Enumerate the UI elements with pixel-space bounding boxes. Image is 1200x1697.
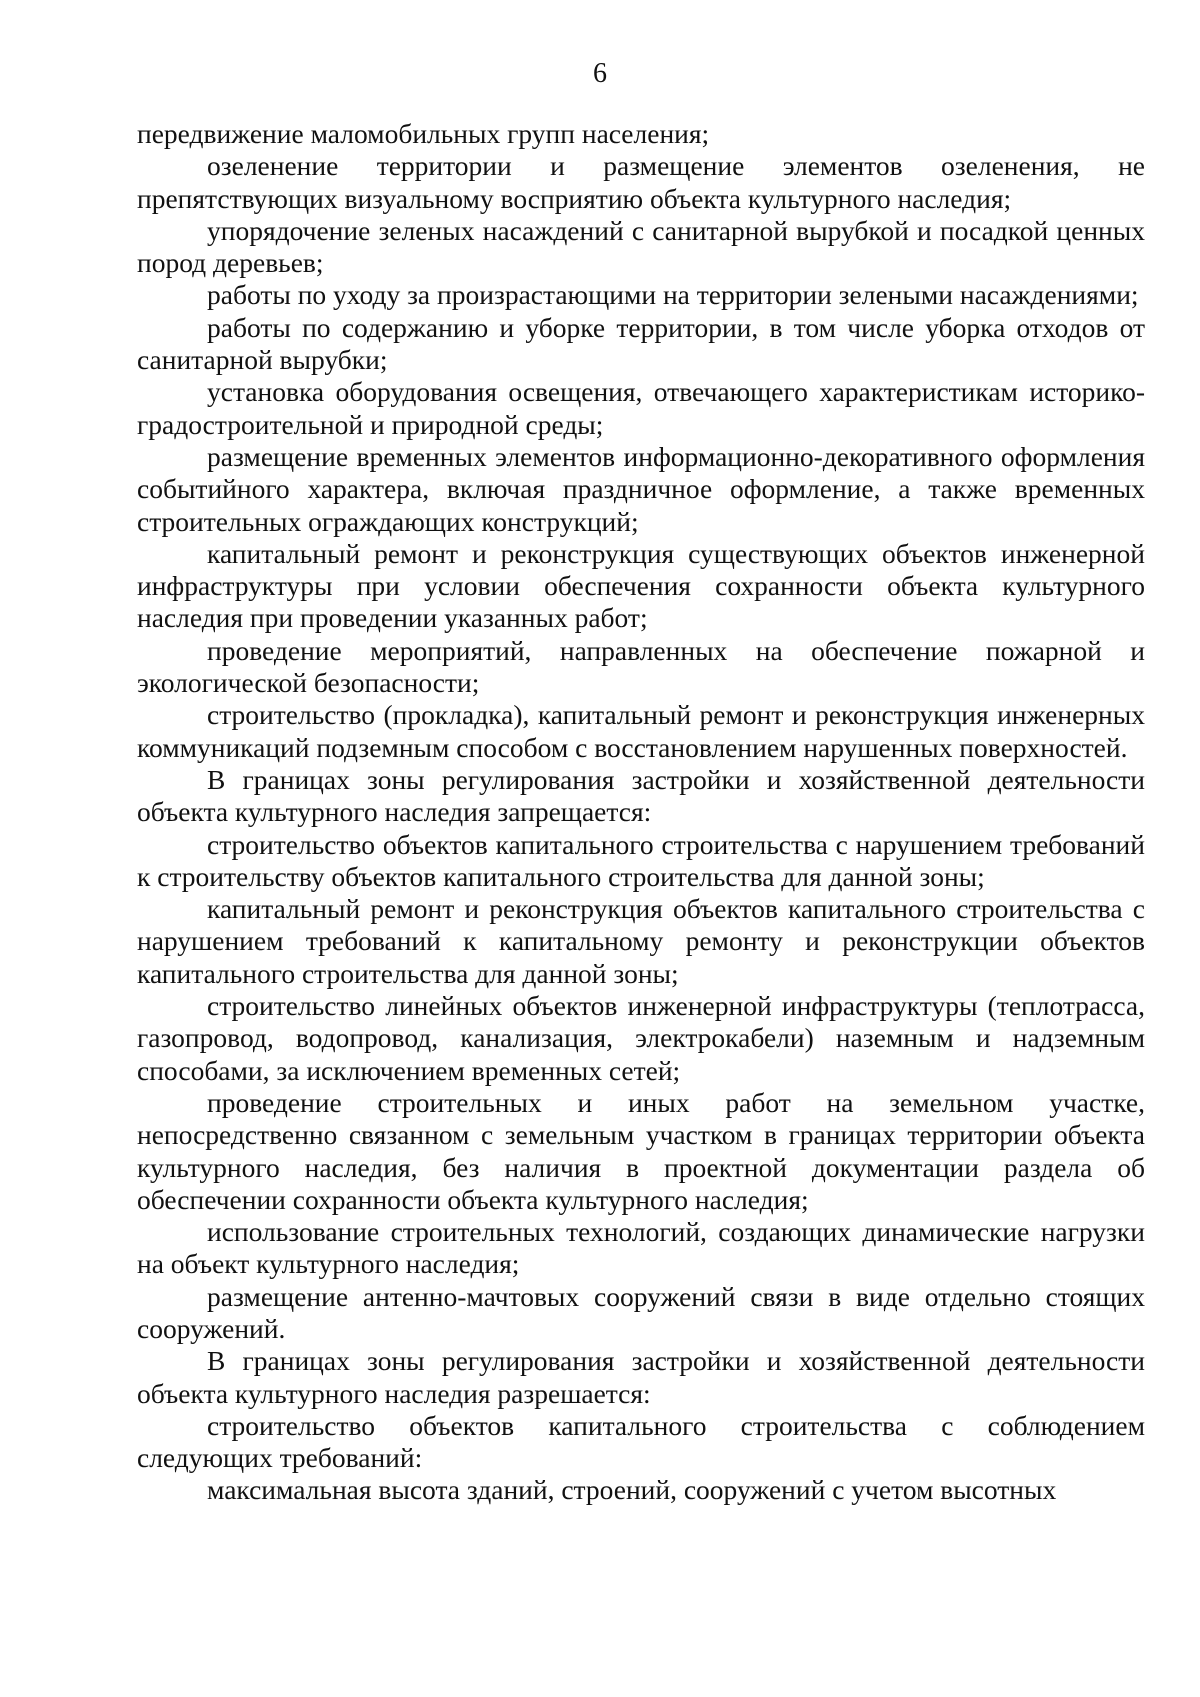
paragraph: В границах зоны регулирования застройки и хозяйственной деятельности объекта культурного наследия запрещается: bbox=[137, 763, 1145, 828]
paragraph: капитальный ремонт и реконструкция объектов капитального строительства с нарушением требований к капитальному ремонту и реконструкции объектов капитального строительства для данной зоны; bbox=[137, 893, 1145, 989]
document-body bbox=[137, 118, 1145, 1507]
paragraph: установка оборудования освещения, отвечающего характеристикам историко-градостроительной и природной среды; bbox=[137, 376, 1145, 440]
page-number: 6 bbox=[593, 58, 607, 89]
paragraph: размещение антенно-мачтовых сооружений связи в виде отдельно стоящих сооружений. bbox=[137, 1280, 1145, 1344]
paragraph: размещение временных элементов информационно-декоративного оформления событийного характера, включая праздничное оформление, а также временных строительных ограждающих конструкций; bbox=[137, 440, 1145, 537]
paragraph: строительство линейных объектов инженерной инфраструктуры (теплотрасса, газопровод, водопровод, канализация, электрокабели) наземным и надземным способами, за исключением временных сетей; bbox=[137, 990, 1145, 1086]
paragraph: проведение мероприятий, направленных на обеспечение пожарной и экологической безопасности; bbox=[137, 634, 1145, 699]
paragraph: проведение строительных и иных работ на земельном участке, непосредственно связанном с земельным участком в границах территории объекта культурного наследия, без наличия в проектной документации раздела об обеспечении сохранности объекта культурного наследия; bbox=[137, 1086, 1145, 1215]
paragraph: строительство объектов капитального строительства с соблюдением следующих требований: bbox=[137, 1409, 1145, 1474]
paragraph: озеленение территории и размещение элементов озеленения, не препятствующих визуальному восприятию объекта культурного наследия; bbox=[137, 150, 1145, 214]
paragraph: передвижение маломобильных групп населения; bbox=[137, 118, 710, 149]
paragraph: строительство (прокладка), капитальный ремонт и реконструкция инженерных коммуникаций подземным способом с восстановлением нарушенных поверхностей. bbox=[137, 699, 1145, 763]
paragraph: работы по уходу за произрастающими на территории зелеными насаждениями; bbox=[207, 279, 1139, 311]
paragraph: упорядочение зеленых насаждений с санитарной вырубкой и посадкой ценных пород деревьев; bbox=[137, 214, 1145, 279]
paragraph: работы по содержанию и уборке территории, в том числе уборка отходов от санитарной вырубки; bbox=[137, 311, 1145, 376]
paragraph: использование строительных технологий, создающих динамические нагрузки на объект культурного наследия; bbox=[137, 1216, 1145, 1280]
paragraph: капитальный ремонт и реконструкция существующих объектов инженерной инфраструктуры при условии обеспечения сохранности объекта культурного наследия при проведении указанных работ; bbox=[137, 537, 1145, 634]
paragraph: максимальная высота зданий, строений, сооружений с учетом высотных bbox=[207, 1474, 1057, 1506]
paragraph: строительство объектов капитального строительства с нарушением требований к строительству объектов капитального строительства для данной зоны; bbox=[137, 828, 1145, 892]
paragraph: В границах зоны регулирования застройки и хозяйственной деятельности объекта культурного наследия разрешается: bbox=[137, 1345, 1145, 1409]
